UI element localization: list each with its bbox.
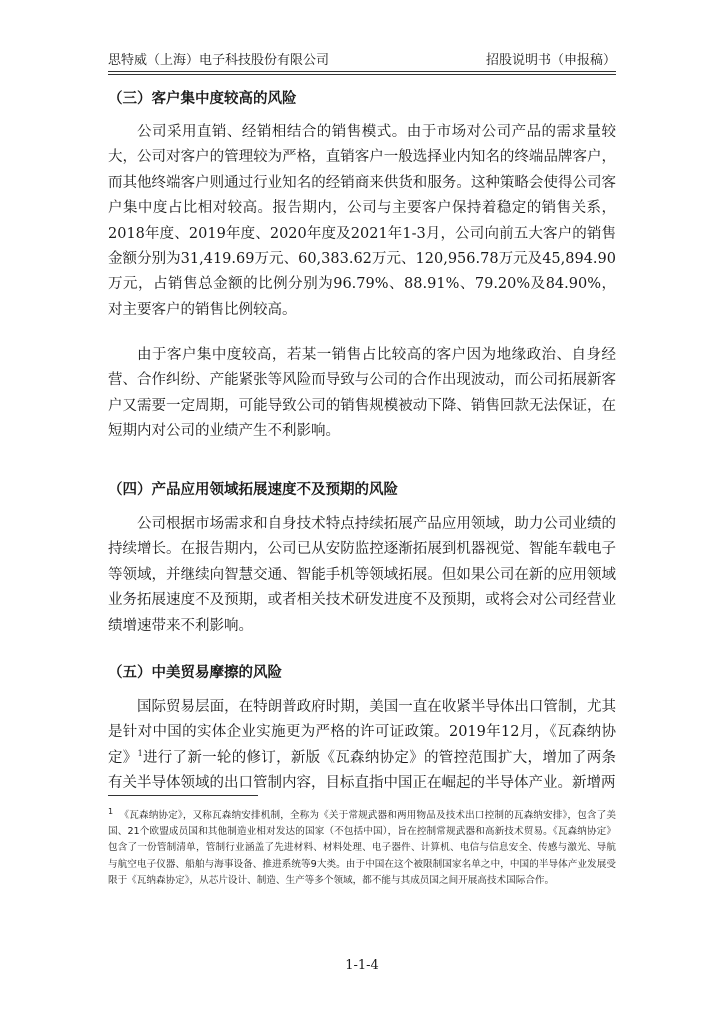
section-heading-4: （四）产品应用领域拓展速度不及预期的风险 — [108, 482, 398, 498]
footnote-marker: 1 — [108, 806, 114, 816]
header-rule-thick — [108, 71, 616, 72]
section-4-paragraph-1: 公司根据市场需求和自身技术特点持续拓展产品应用领域，助力公司业绩的持续增长。在报告期内，公司已从安防监控逐渐拓展到机器视觉、智能车载电子等领域，并继续向智慧交通、智能手机等领域拓展。但如果公司在新的应用领域业务拓展速度不及预期，或者相关技术研发进度不及预期，或将会对公司经营业绩增速带来不利影响。 — [108, 516, 616, 634]
section-heading-3: （三）客户集中度较高的风险 — [108, 91, 297, 107]
header-rule-thin — [108, 74, 616, 75]
footnote-reference[interactable]: 1 — [137, 748, 143, 758]
page-header — [108, 52, 616, 70]
footnote-text: 《瓦森纳协定》，又称瓦森纳安排机制，全称为《关于常规武器和两用物品及技术出口控制的瓦森纳安排》，包含了美国、21个欧盟成员国和其他制造业相对发达的国家（不包括中国），旨在控制常规武器和高新技术贸易。《瓦森纳协定》包含了一份管制清单，管制行业涵盖了先进材料、材料处理、电子器件、计算机、电信与信息安全、传感与激光、导航与航空电子仪器、船舶与海事设备、推进系统等9大类。由于中国在这个被限制国家名单之中，中国的半导体产业发展受限于《瓦纳森协定》，从芯片设计、制造、生产等多个领域，都不能与其成员国之间开展高技术国际合作。 — [108, 810, 616, 886]
section-5-continuation: 进行了新一轮的修订，新版《瓦森纳协定》的管控范围扩大，增加了两条有关半导体领域的出口管制内容，目标直指中国正在崛起的半导体产业。新增两 — [108, 749, 617, 792]
section-5-text: 国际贸易层面，在特朗普政府时期，美国一直在收紧半导体出口管制，尤其是针对中国的实体企业实施更为严格的许可证政策。2019年12月，《瓦森纳协定》 — [108, 699, 616, 766]
footnote-divider — [108, 795, 258, 796]
section-3-paragraph-2: 由于客户集中度较高，若某一销售占比较高的客户因为地缘政治、自身经营、合作纠纷、产能紧张等风险而导致与公司的合作出现波动，而公司拓展新客户又需要一定周期，可能导致公司的销售规模被动下降、销售回款无法保证，在短期内对公司的业绩产生不利影响。 — [108, 347, 616, 440]
footnote — [108, 808, 616, 889]
document-type: 招股说明书（申报稿） — [485, 53, 616, 68]
page-number: 1-1-4 — [345, 958, 379, 973]
section-5-paragraph-1 — [108, 695, 616, 797]
section-heading-5: （五）中美贸易摩擦的风险 — [108, 665, 282, 681]
company-name: 思特威（上海）电子科技股份有限公司 — [108, 53, 330, 68]
section-3-paragraph-1: 公司采用直销、经销相结合的销售模式。由于市场对公司产品的需求量较大，公司对客户的管理较为严格，直销客户一般选择业内知名的终端品牌客户，而其他终端客户则通过行业知名的经销商来供货和服务。这种策略会使得公司客户集中度占比相对较高。报告期内，公司与主要客户保持着稳定的销售关系，2018年度、2019年度、2020年度及2021年1-3月，公司向前五大客户的销售金额分别为31,419.69万元、60,383.62万元、120,956.78万元及45,894.90万元，占销售总金额的比例分别为96.79%、88.91%、79.20%及84.90%，对主要客户的销售比例较高。 — [108, 124, 616, 318]
